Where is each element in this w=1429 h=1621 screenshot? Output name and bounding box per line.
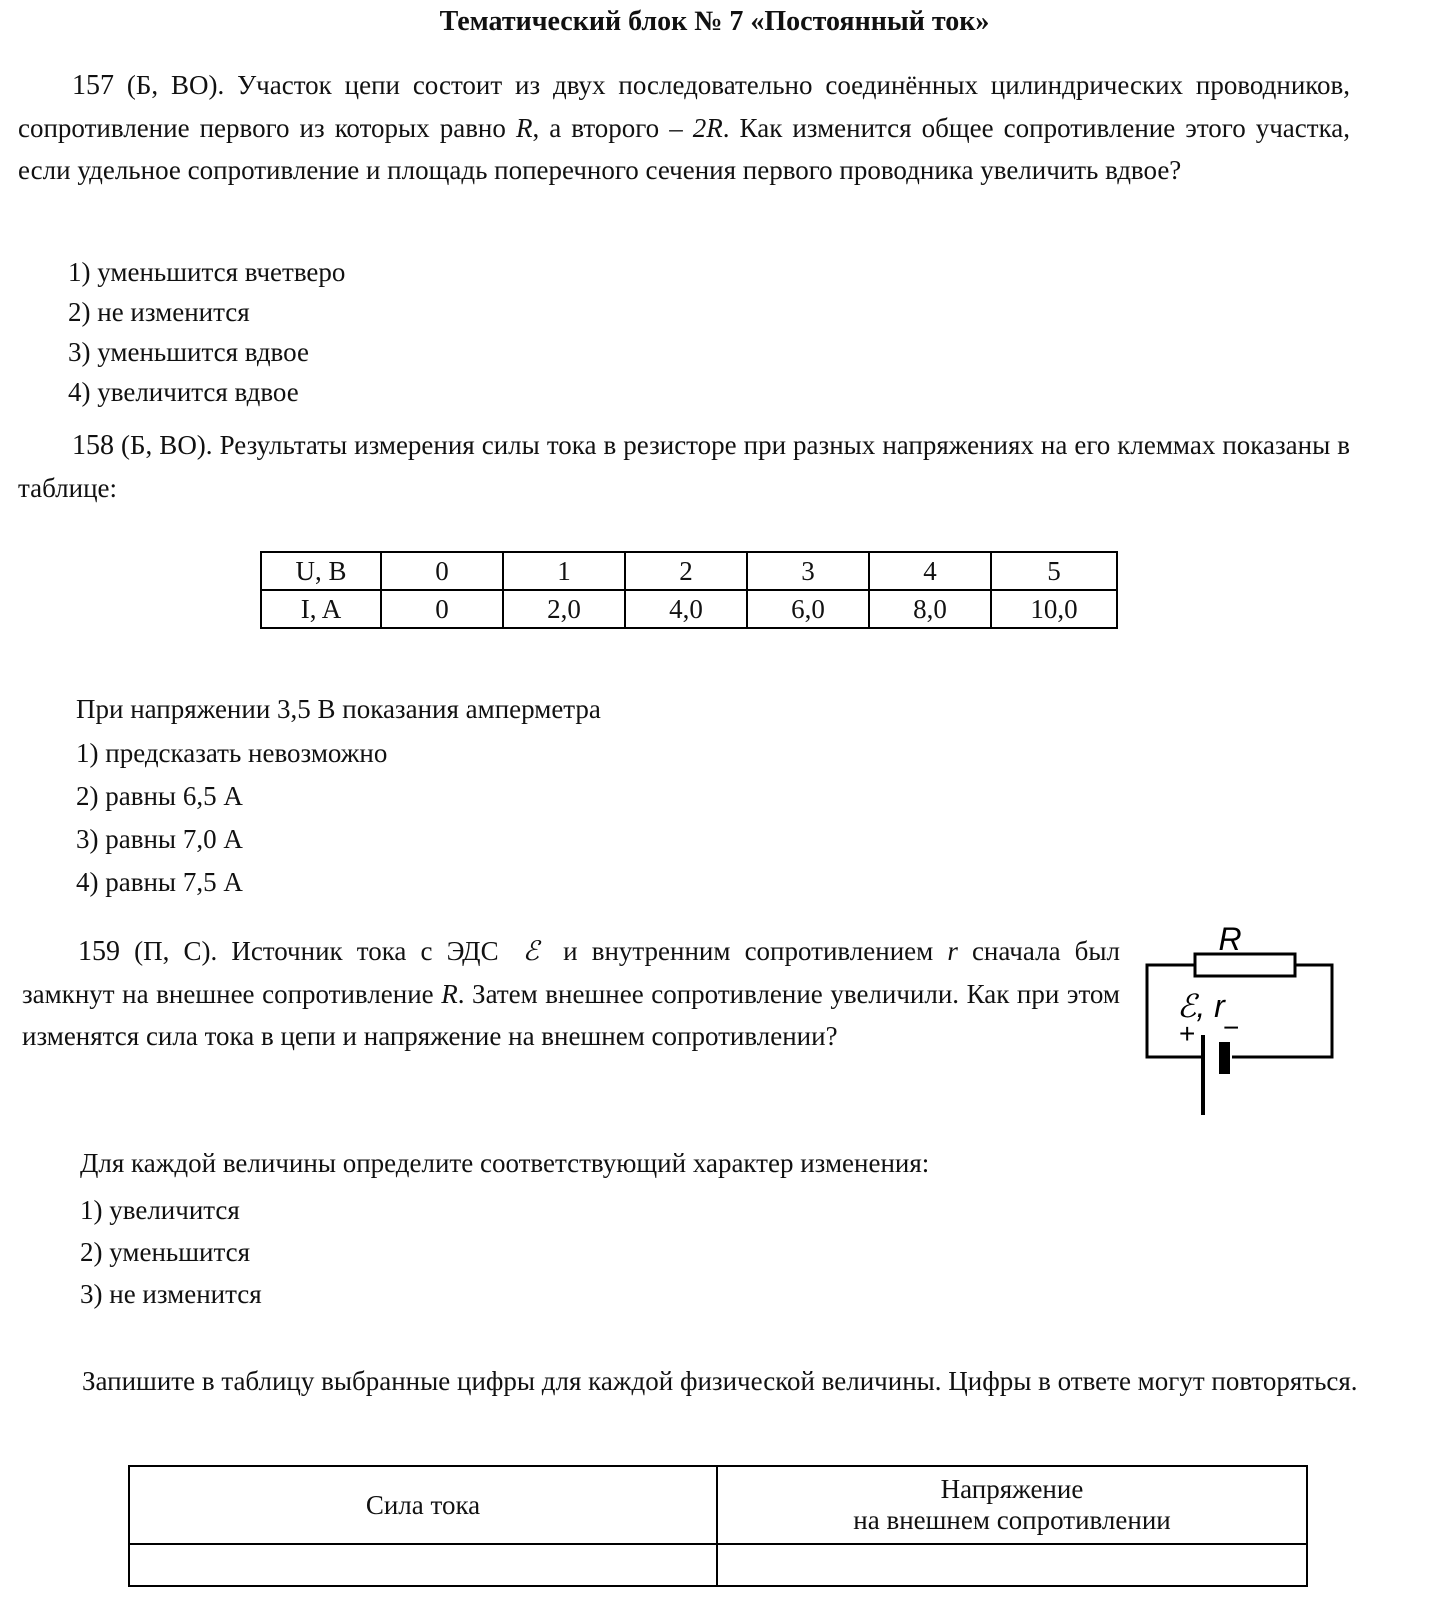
option-item: 1) предсказать невозможно [76,738,388,768]
option-item: 2) уменьшится [80,1237,250,1267]
question-159-options [80,1189,262,1315]
battery-short-plate [1219,1042,1230,1074]
table-cell: U, B [261,552,381,590]
table-cell: 2 [625,552,747,590]
table-row [129,1466,1307,1544]
answer-cell-current[interactable] [129,1544,717,1586]
variable-r2: 2R [692,113,723,143]
question-tag: (П, С). [134,936,218,966]
question-number: 159 [78,936,120,967]
answer-table [128,1465,1308,1587]
question-tag: (Б, ВО). [121,430,213,460]
variable-r1: R [515,113,533,143]
question-159-prompt: Для каждой величины определите соответствующий характер изменения: [80,1148,930,1178]
answer-instruction: Запишите в таблицу выбранные цифры для каждой физической величины. Цифры в ответе могут повторяться. [82,1366,1358,1396]
table-cell: 2,0 [503,590,625,628]
question-158-options [76,732,387,904]
resistor-symbol [1195,954,1295,976]
question-158-text: 158 (Б, ВО). Результаты измерения силы тока в резисторе при разных напряжениях на его клеммах показаны в таблице: [18,430,1351,503]
table-cell: 8,0 [869,590,991,628]
emf-symbol: ℰ [522,936,540,966]
answer-header-voltage: Напряжение на внешнем сопротивлении [717,1466,1307,1544]
variable-R: R [441,979,458,1009]
table-cell: I, A [261,590,381,628]
table-row [261,590,1117,628]
circuit-diagram [1135,925,1345,1140]
table-cell: 10,0 [991,590,1117,628]
question-number: 158 [72,430,114,461]
table-row [129,1544,1307,1586]
resistor-label: R [1218,925,1242,957]
answer-header-current: Сила тока [129,1466,717,1544]
table-cell: 0 [381,590,503,628]
table-cell: 4 [869,552,991,590]
table-cell: 4,0 [625,590,747,628]
measurement-table [260,551,1118,629]
option-item: 2) равны 6,5 А [76,781,243,811]
table-cell: 6,0 [747,590,869,628]
option-item: 1) увеличится [80,1195,240,1225]
table-cell: 0 [381,552,503,590]
table-cell: 5 [991,552,1117,590]
table-cell: 1 [503,552,625,590]
minus-sign: − [1223,1012,1240,1043]
option-item: 3) не изменится [80,1279,262,1309]
variable-r: r [947,936,958,966]
plus-sign: + [1179,1018,1196,1049]
table-cell: 3 [747,552,869,590]
question-159-text: 159 (П, С). Источник тока с ЭДС ℰ и внутренним сопротивлением r сначала был замкнут на внешнее сопротивление R. Затем внешнее сопротивление увеличили. Как при этом изменятся сила тока в цепи и напряжение на внешнем сопротивлении? [22,936,1121,1051]
page-title: Тематический блок № 7 «Постоянный ток» [439,6,990,37]
question-157-text: 157 (Б, ВО). Участок цепи состоит из двух последовательно соединённых цилиндрических проводников, сопротивление первого из которых равно R, а второго – 2R. Как изменится общее сопротивление этого участка, если удельное сопротивление и площадь поперечного сечения первого проводника увеличить вдвое? [18,70,1351,185]
option-item: 3) равны 7,0 А [76,824,243,854]
battery-long-plate [1201,1035,1205,1115]
source-label: ℰ, r [1177,988,1225,1024]
option-item: 3) уменьшится вдвое [68,337,309,367]
option-item: 4) увеличится вдвое [68,377,299,407]
answer-cell-voltage[interactable] [717,1544,1307,1586]
question-tag: (Б, ВО). [126,70,225,100]
question-157-options [68,252,345,412]
option-item: 1) уменьшится вчетверо [68,257,346,287]
option-item: 2) не изменится [68,297,250,327]
question-number: 157 [72,70,114,101]
question-158-prompt: При напряжении 3,5 В показания амперметра [76,694,601,724]
table-row [261,552,1117,590]
option-item: 4) равны 7,5 А [76,867,243,897]
